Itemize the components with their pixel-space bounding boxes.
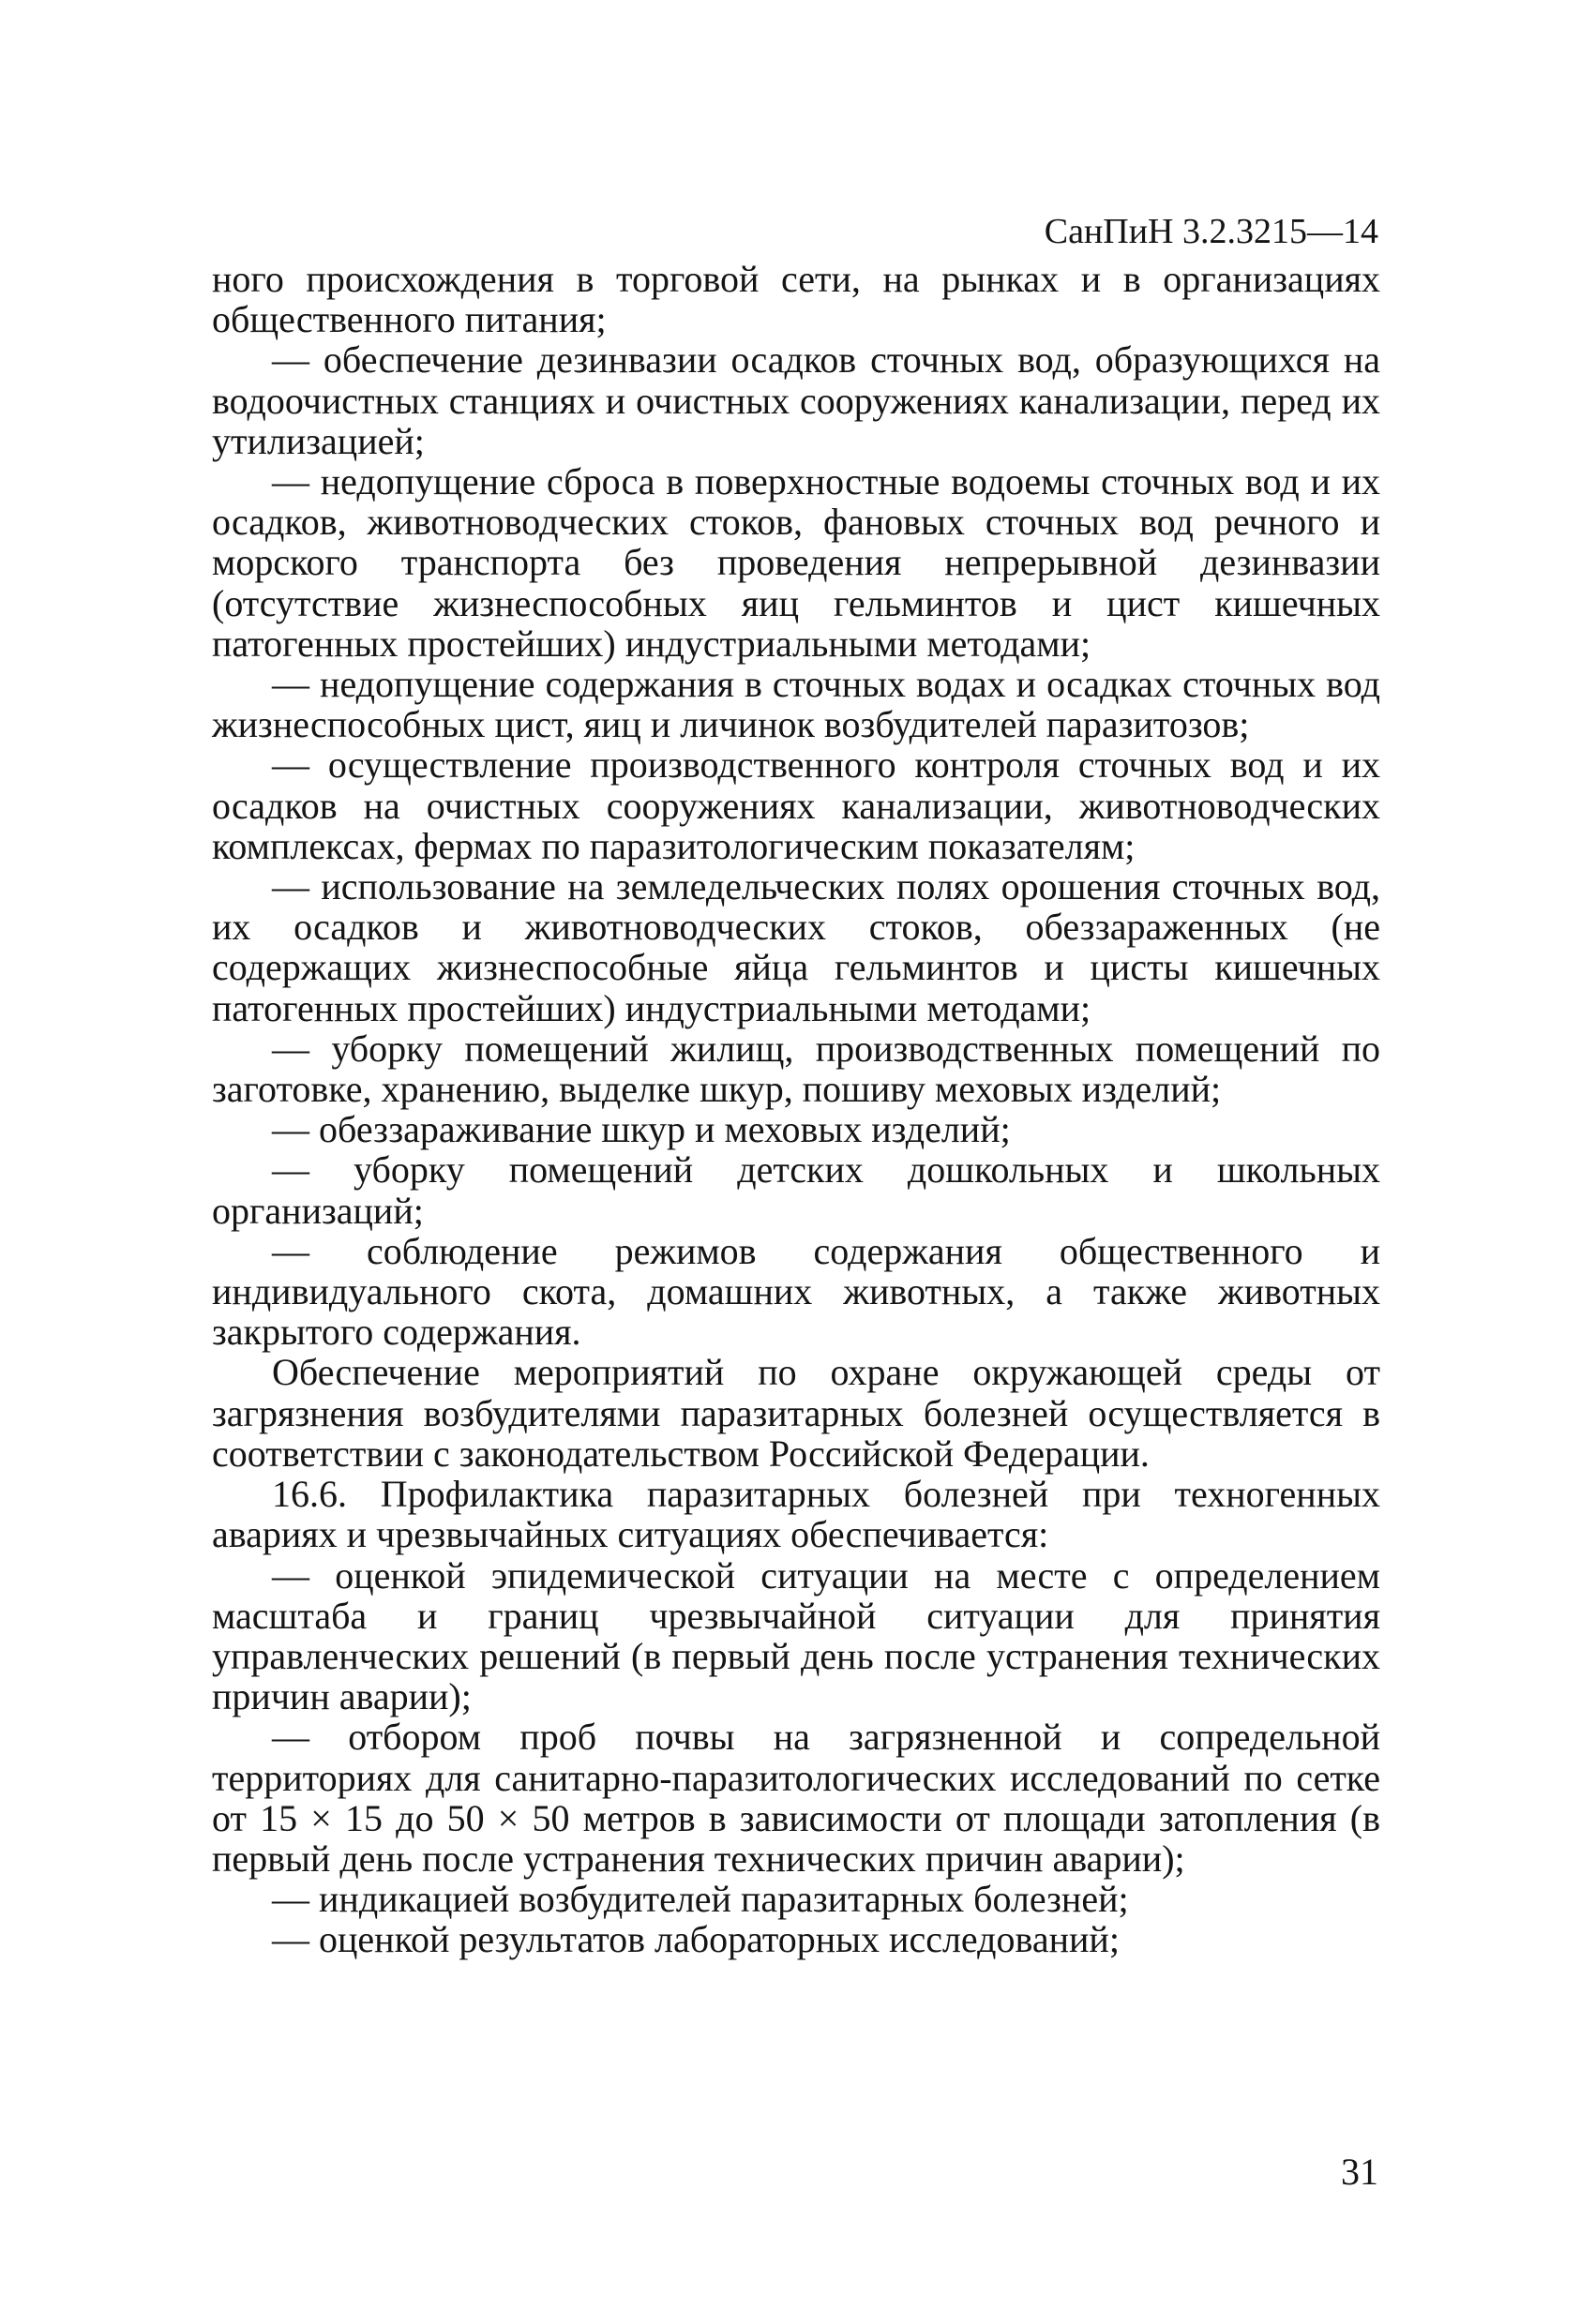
- list-item: — использование на земледельческих полях орошения сточных вод, их осадков и животноводческих стоков, обеззараженных (не содержащих жизнеспособные яйца гельминтов и цисты кишечных патогенных простейших) индустриальными методами;: [212, 865, 1380, 1029]
- running-header: СанПиН 3.2.3215—14: [1044, 212, 1378, 251]
- list-item: — индикацией возбудителей паразитарных болезней;: [272, 1878, 1129, 1921]
- list-item: — отбором проб почвы на загрязненной и сопредельной территориях для санитарно-паразитологических исследований по сетке от 15 × 15 до 50 × 50 метров в зависимости от площади затопления (в первый день после устранения технических причин аварии);: [212, 1716, 1380, 1880]
- paragraph: Обеспечение мероприятий по охране окружающей среды от загрязнения возбудителями паразитарных болезней осуществляется в соответствии с законодательством Российской Федерации.: [212, 1351, 1380, 1475]
- list-item: — уборку помещений жилищ, производственных помещений по заготовке, хранению, выделке шкур, пошиву меховых изделий;: [212, 1027, 1380, 1111]
- list-item: — соблюдение режимов содержания общественного и индивидуального скота, домашних животных, а также животных закрытого содержания.: [212, 1229, 1380, 1354]
- list-item: — осуществление производственного контроля сточных вод и их осадков на очистных сооружениях канализации, животноводческих комплексах, фермах по паразитологическим показателям;: [212, 743, 1380, 867]
- list-item: — уборку помещений детских дошкольных и школьных организаций;: [212, 1148, 1380, 1232]
- list-item: — обеспечение дезинвазии осадков сточных вод, образующихся на водоочистных станциях и очистных сооружениях канализации, перед их утилизацией;: [212, 338, 1380, 462]
- list-item: — оценкой результатов лабораторных исследований;: [272, 1918, 1120, 1961]
- body-text: [212, 259, 1380, 1960]
- list-item: — оценкой эпидемической ситуации на месте с определением масштаба и границ чрезвычайной ситуации для принятия управленческих решений (в первый день после устранения технических причин аварии);: [212, 1553, 1380, 1718]
- section-paragraph: 16.6. Профилактика паразитарных болезней при техногенных авариях и чрезвычайных ситуациях обеспечивается:: [212, 1473, 1380, 1556]
- list-item: — недопущение сброса в поверхностные водоемы сточных вод и их осадков, животноводческих стоков, фановых сточных вод речного и морского транспорта без проведения непрерывной дезинвазии (отсутствие жизнеспособных яиц гельминтов и цист кишечных патогенных простейших) индустриальными методами;: [212, 460, 1380, 665]
- list-item: — недопущение содержания в сточных водах и осадках сточных вод жизнеспособных цист, яиц и личинок возбудителей паразитозов;: [212, 663, 1380, 746]
- page-number: 31: [1341, 2151, 1378, 2193]
- list-item: — обеззараживание шкур и меховых изделий;: [272, 1108, 1011, 1151]
- paragraph: ного происхождения в торговой сети, на рынках и в организациях общественного питания;: [212, 258, 1380, 341]
